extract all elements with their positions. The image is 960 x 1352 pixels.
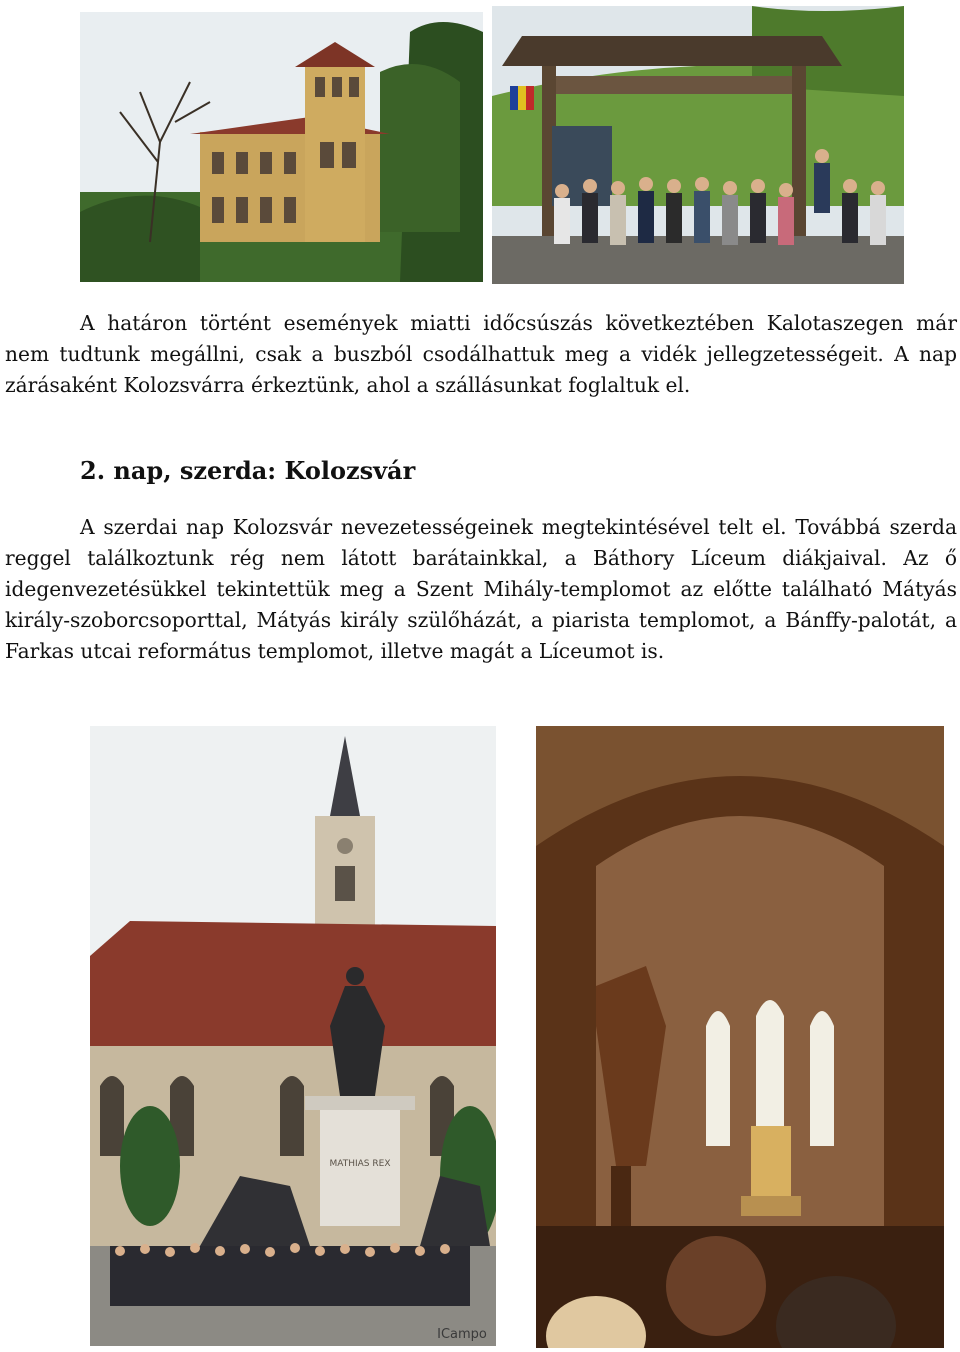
photo-church-interior [536,726,944,1348]
photo-watermark: ICampo [437,1327,487,1342]
photo-group-at-wooden-gate [492,6,904,284]
paragraph-text: A szerdai nap Kolozsvár nevezetességeinek megtekintésével telt el. Továbbá szerda reggel találkoztunk rég nem látott barátainkkal, a Báthory Líceum diákjaival. Az ő idegenvezetésükkel tekintettük meg a Szent Mihály-templomot az előtte található Mátyás király-szoborcsoporttal, Mátyás király szülőházát, a piarista templomot, a Bánffy-palotát, a Farkas utcai református templomot, illetve magát a Líceumot is. [5,515,957,663]
photo-villa-with-tower [80,12,483,282]
photo-st-michael-church-statue [90,726,496,1346]
paragraph-border-delay [5,308,957,401]
paragraph-text: A határon történt események miatti időcsúszás következtében Kalotaszegen már nem tudtunk megállni, csak a buszból csodálhattuk meg a vidék jellegzetességeit. A nap zárásaként Kolozsvárra érkeztünk, ahol a szállásunkat foglaltuk el. [5,311,957,397]
section-heading-day-2: 2. nap, szerda: Kolozsvár [80,456,416,485]
statue-inscription: MATHIAS REX [329,1159,391,1169]
paragraph-kolozsvar-sights [5,512,957,667]
